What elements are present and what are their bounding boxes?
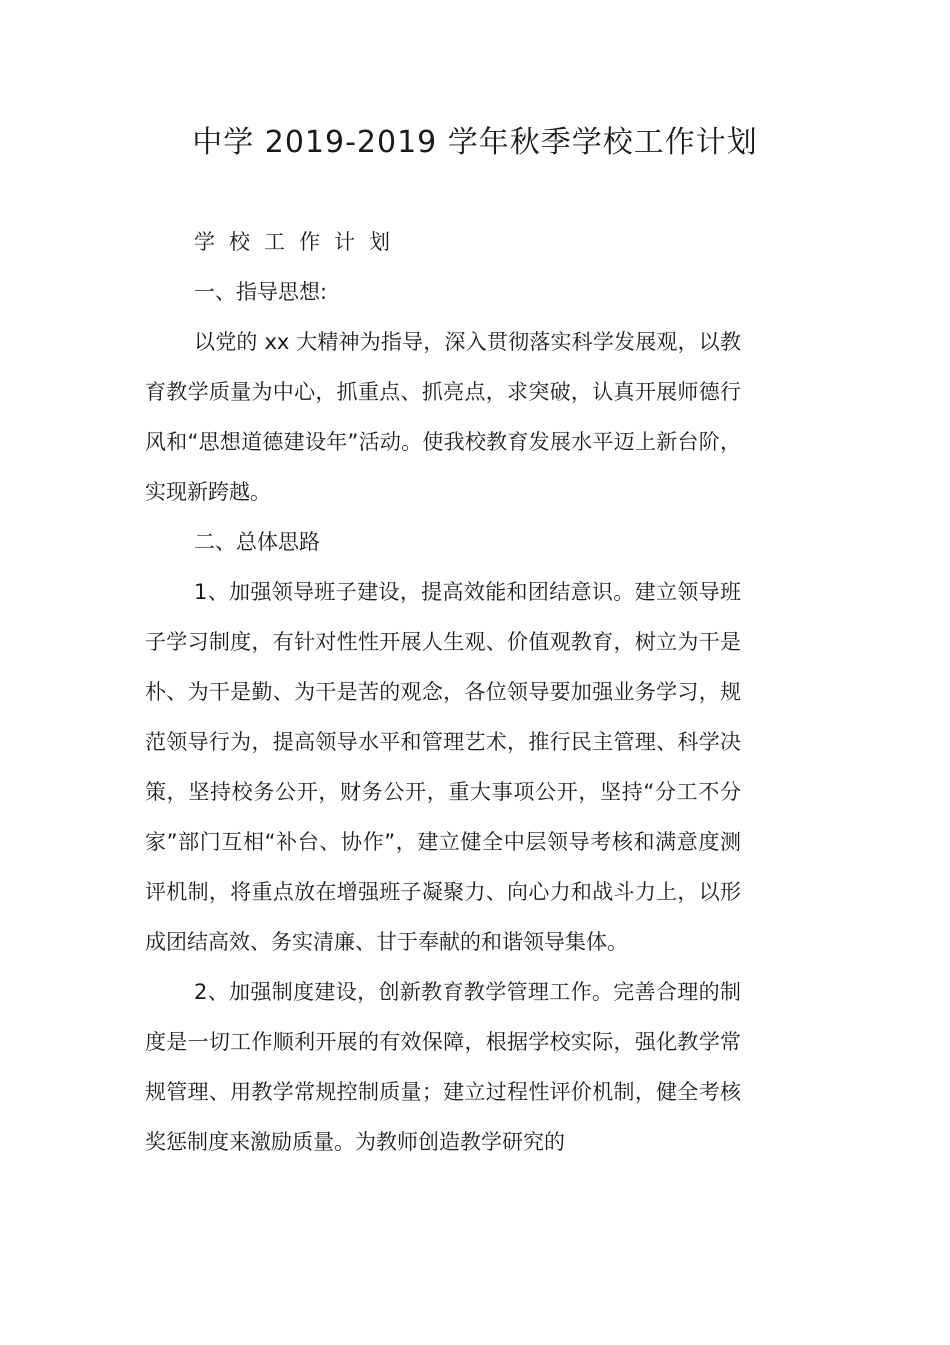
document-body	[145, 217, 741, 1167]
section-heading-guiding-thought: 一、指导思想:	[194, 280, 328, 304]
subtitle: 学校工作计划	[194, 230, 404, 254]
paragraph-guiding-thought: 以党的 xx 大精神为指导，深入贯彻落实科学发展观，以教育教学质量为中心，抓重点、抓亮点，求突破，认真开展师德行风和“思想道德建设年”活动。使我校教育发展水平迈上新台阶，实现新跨越。	[145, 330, 741, 504]
paragraph-item-1: 1、加强领导班子建设，提高效能和团结意识。建立领导班子学习制度，有针对性性开展人生观、价值观教育，树立为干是朴、为干是勤、为干是苦的观念，各位领导要加强业务学习，规范领导行为，提高领导水平和管理艺术，推行民主管理、科学决策，坚持校务公开，财务公开，重大事项公开，坚持“分工不分家”部门互相“补台、协作”，建立健全中层领导考核和满意度测评机制，将重点放在增强班子凝聚力、向心力和战斗力上，以形成团结高效、务实清廉、甘于奉献的和谐领导集体。	[145, 580, 741, 954]
document-title: 中学 2019-2019 学年秋季学校工作计划	[192, 125, 758, 160]
paragraph-item-2: 2、加强制度建设，创新教育教学管理工作。完善合理的制度是一切工作顺利开展的有效保障，根据学校实际，强化教学常规管理、用教学常规控制质量；建立过程性评价机制，健全考核奖惩制度来激励质量。为教师创造教学研究的	[145, 980, 741, 1154]
section-heading-overall-approach: 二、总体思路	[194, 530, 320, 554]
